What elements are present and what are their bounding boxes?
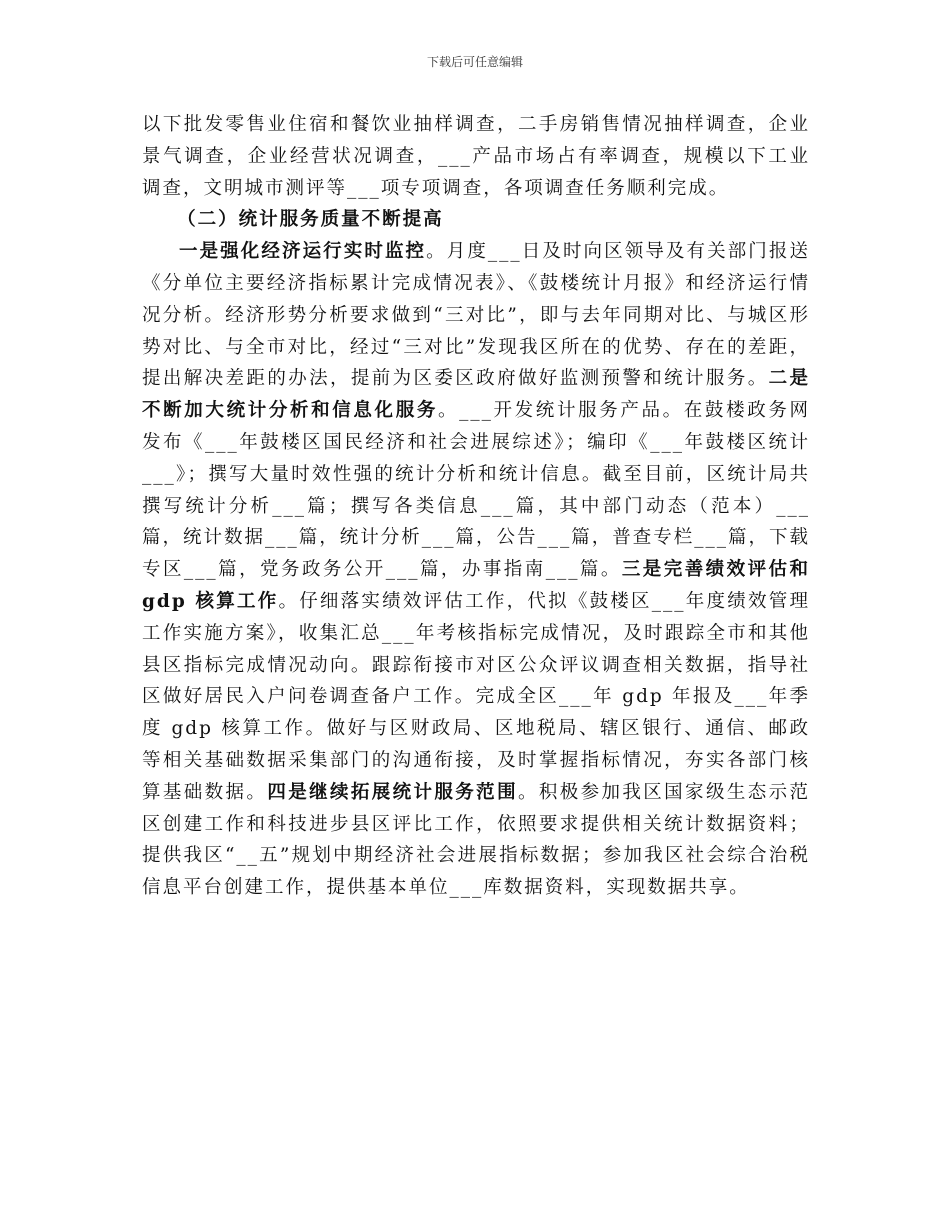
paragraph-services: [142, 236, 810, 904]
lead-gdp: 三是完善绩效评估和 gdp 核算工作: [142, 559, 810, 612]
lead-scope: 四是继续拓展统计服务范围: [267, 781, 518, 803]
text-monitoring: 。月度___日及时向区领导及有关部门报送《分单位主要经济指标累计完成情况表》、《鼓楼统计月报》和经济运行情况分析。经济形势分析要求做到“三对比”，即与去年同期对比、与城区形势对比、与全市对比，经过“三对比”发现我区所在的优势、存在的差距，提出解决差距的办法，提前为区委区政府做好监测预警和统计服务。: [142, 241, 810, 390]
text-analysis: 。___开发统计服务产品。在鼓楼政务网发布《___年鼓楼区国民经济和社会进展综述》；编印《___年鼓楼区统计___》；撰写大量时效性强的统计分析和统计信息。截至目前，区统计局共撰写统计分析___篇；撰写各类信息___篇，其中部门动态（范本）___篇，统计数据___篇，统计分析___篇，公告___篇，普查专栏___篇，下载专区___篇，党务政务公开___篇，办事指南___篇。: [142, 400, 811, 581]
document-body: [142, 109, 810, 904]
lead-analysis: 二是不断加大统计分析和信息化服务: [142, 368, 810, 422]
page-header: 下载后可任意编辑: [426, 55, 523, 69]
lead-monitoring: 一是强化经济运行实时监控: [179, 241, 427, 263]
paragraph-survey-list: 以下批发零售业住宿和餐饮业抽样调查，二手房销售情况抽样调查，企业景气调查，企业经营状况调查，___产品市场占有率调查，规模以下工业调查，文明城市测评等___项专项调查，各项调查任务顺利完成。: [142, 114, 810, 199]
text-gdp: 。仔细落实绩效评估工作，代拟《鼓楼区___年度绩效管理工作实施方案》，收集汇总___年考核指标完成情况，及时跟踪全市和其他县区指标完成情况动向。跟踪衔接市对区公众评议调查相关数据，指导社区做好居民入户问卷调查备户工作。完成全区___年 gdp 年报及___年季度 gdp 核算工作。做好与区财政局、区地税局、辖区银行、通信、邮政等相关基础数据采集部门的沟通衔接，及时掌握指标情况，夯实各部门核算基础数据。: [142, 590, 810, 803]
section-heading: （二）统计服务质量不断提高: [177, 209, 444, 231]
text-scope: 。积极参加我区国家级生态示范区创建工作和科技进步县区评比工作，依照要求提供相关统计数据资料；提供我区“__五”规划中期经济社会进展指标数据；参加我区社会综合治税信息平台创建工作，提供基本单位___库数据资料，实现数据共享。: [142, 781, 810, 899]
